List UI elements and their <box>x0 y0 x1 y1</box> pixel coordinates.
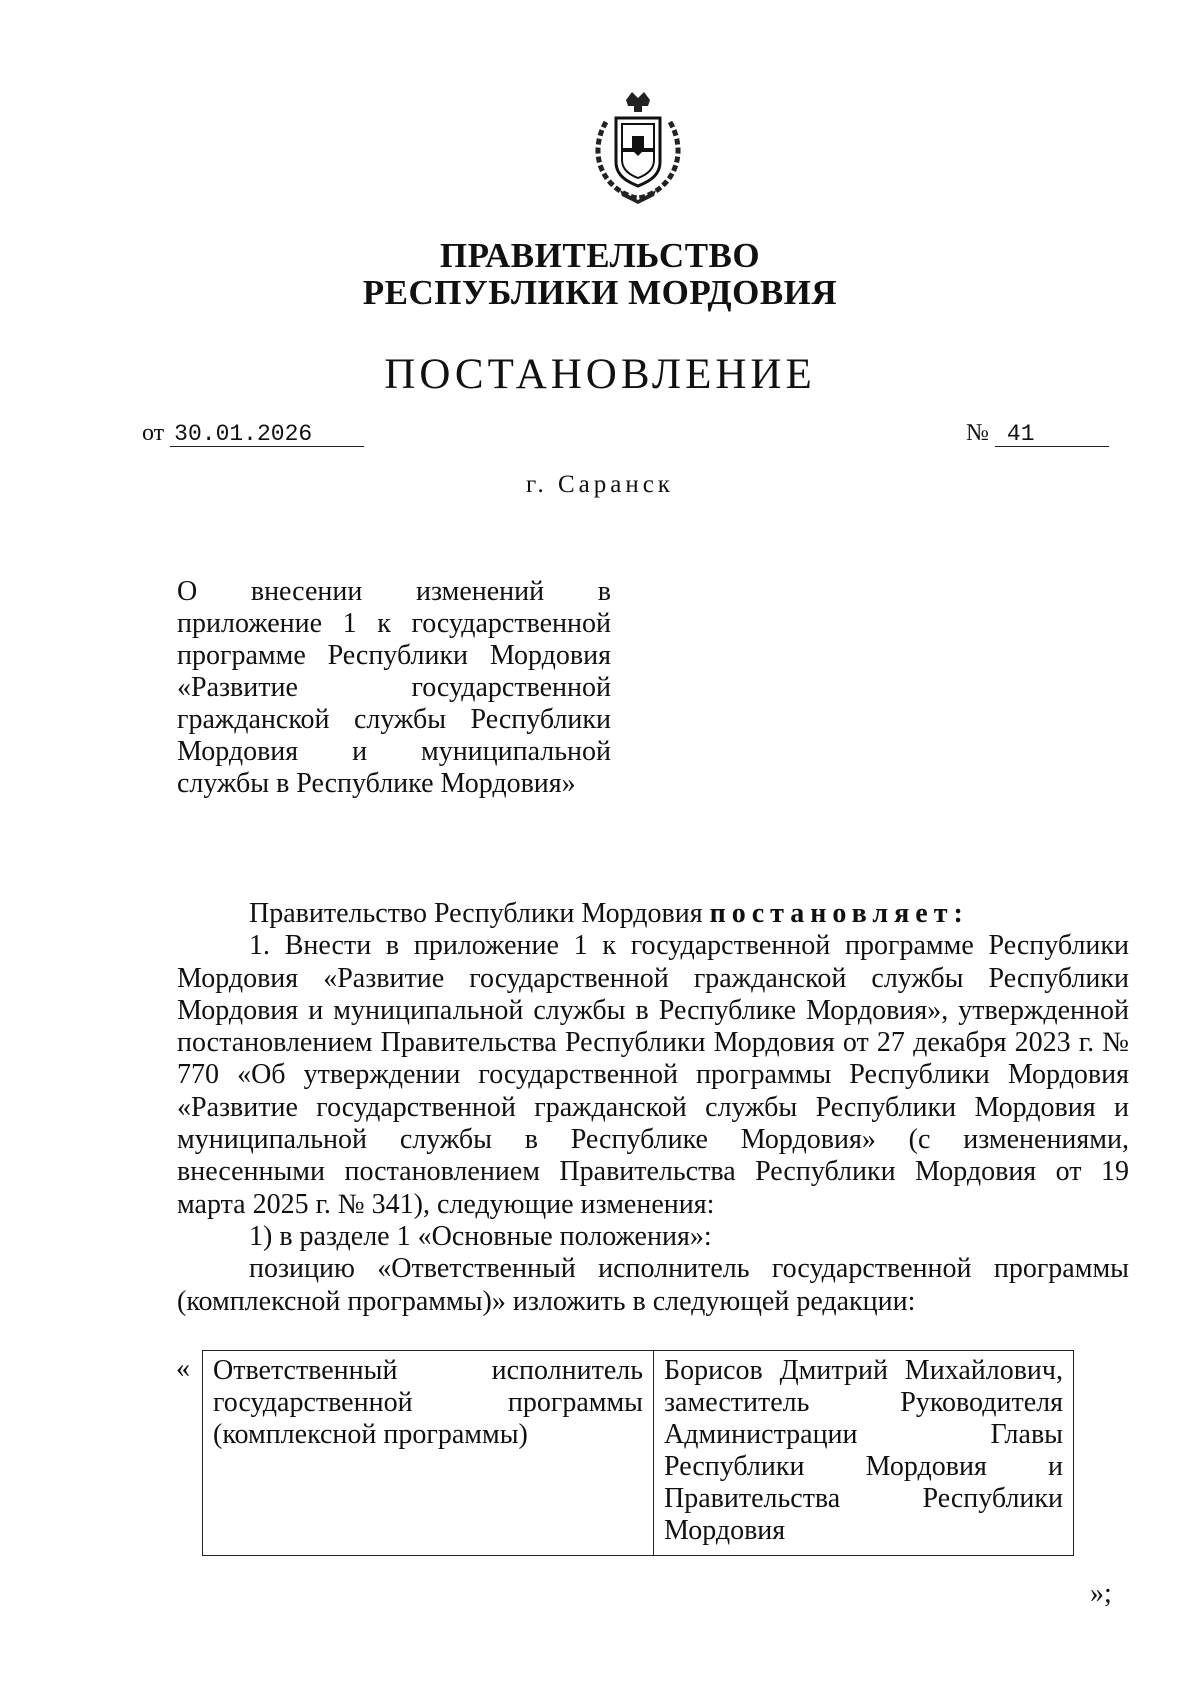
table-row <box>203 1351 1074 1556</box>
org-name-line2: РЕСПУБЛИКИ МОРДОВИЯ <box>362 273 838 312</box>
date-prefix: от <box>142 420 165 446</box>
intro-text: Правительство Республики Мордовия <box>249 898 703 929</box>
document-date: 30.01.2026 <box>170 422 364 447</box>
cell-line: государственной программы <box>213 1387 643 1418</box>
cell-line: Борисов Дмитрий Михайлович, <box>664 1355 1063 1386</box>
cell-line: (комплексной программы) <box>213 1419 528 1450</box>
subject-line: О внесении изменений в <box>177 576 611 607</box>
number-prefix: № <box>966 420 989 446</box>
date-field <box>142 420 364 447</box>
document-number: 41 <box>995 422 1109 447</box>
document-subject <box>177 576 611 800</box>
subitem-1-paragraph: 1) в разделе 1 «Основные положения»: <box>249 1220 712 1252</box>
table-cell-value <box>654 1351 1074 1556</box>
number-field <box>966 420 1109 447</box>
subject-line: службы в Республике Мордовия» <box>177 768 576 799</box>
item-1-paragraph: 1. Внести в приложение 1 к государственной программе Республики Мордовия «Развитие государственной гражданской службы Республики Мордовия и муниципальной службы в Республике Мордовия», утвержденной постановлением Правительства Республики Мордовия от 27 декабря 2023 г. № 770 «Об утверждении государственной программы Республики Мордовия «Развитие государственной гражданской службы Республики Мордовия и муниципальной службы в Республике Мордовия» (с изменениями, внесенными постановлением Правительства Республики Мордовия от 19 марта 2025 г. № 341), следующие изменения: <box>177 930 1129 1220</box>
position-table <box>202 1350 1074 1556</box>
intro-paragraph <box>177 898 1129 930</box>
city: г. Саранск <box>526 471 674 498</box>
cell-line: заместитель Руководителя <box>664 1387 1063 1418</box>
cell-line: Ответственный исполнитель <box>213 1355 643 1386</box>
subject-line: «Развитие государственной <box>177 672 611 703</box>
table-open-quote: « <box>176 1353 190 1384</box>
document-body <box>177 898 1129 1318</box>
cell-line: Правительства Республики <box>664 1483 1063 1514</box>
coat-of-arms-icon <box>586 92 690 204</box>
org-name-line1: ПРАВИТЕЛЬСТВО <box>439 236 761 275</box>
subject-line: гражданской службы Республики <box>177 704 611 735</box>
subitem-1-text: позицию «Ответственный исполнитель государственной программы (комплексной программы)» изложить в следующей редакции: <box>177 1253 1129 1317</box>
cell-line: Администрации Главы <box>664 1419 1063 1450</box>
document-type: ПОСТАНОВЛЕНИЕ <box>384 351 816 398</box>
subject-line: приложение 1 к государственной <box>177 608 611 639</box>
intro-action: постановляет: <box>709 898 969 929</box>
cell-line: Республики Мордовия и <box>664 1451 1063 1482</box>
subject-line: Мордовия и муниципальной <box>177 736 611 767</box>
cell-line: Мордовия <box>664 1515 786 1546</box>
table-cell-label <box>203 1351 654 1556</box>
subject-line: программе Республики Мордовия <box>177 640 611 671</box>
table-close-quote: »; <box>1090 1578 1112 1609</box>
